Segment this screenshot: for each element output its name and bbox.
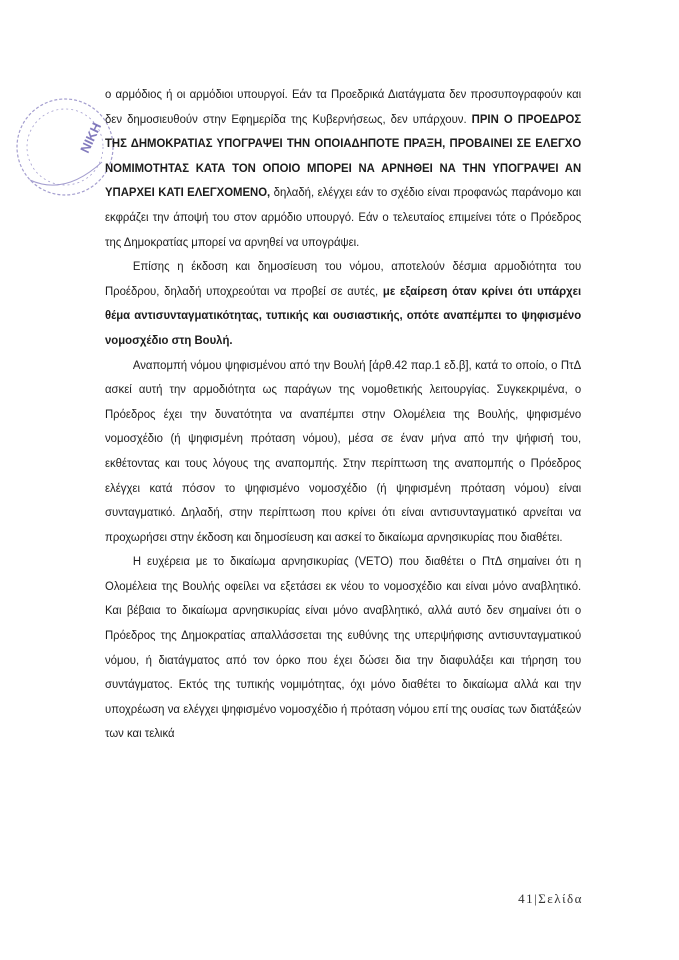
paragraph-1-segment-1: ο αρμόδιος ή οι αρμόδιοι υπουργοί. Εάν τα Προεδρικά Διατάγματα δεν προσυπογραφούν και δεν δημοσιευθούν στην Εφημερίδα της Κυβερνήσεως, δεν υπάρχουν.: [105, 87, 582, 126]
paragraph-1: [105, 82, 581, 254]
paragraph-3-segment-1: Αναπομπή νόμου ψηφισμένου από την Βουλή [άρθ.42 παρ.1 εδ.β], κατά το οποίο, ο ΠτΔ ασκεί αυτή την αρμοδιότητα ως παράγων της νομοθετικής λειτουργίας. Συγκεκριμένα, ο Πρόεδρος έχει την δυνατότητα να αναπέμπει στην Ολομέλεια της Βουλής, ψηφισμένο νομοσχέδιο (ή ψηφισμένη πρόταση νόμου), μέσα σε έναν μήνα από την ψήφισή του, εκθέτοντας και τους λόγους της αναπομπής. Στην περίπτωση της αναπομπής ο Πρόεδρος ελέγχει κατά πόσον το ψηφισμένο νομοσχέδιο (ή ψηφισμένη πρόταση νόμου) είναι συνταγματικό. Δηλαδή, στην περίπτωση που κρίνει ότι είναι αντισυνταγματικό αρνείται να προχωρήσει στην έκδοση και δημοσίευση και ασκεί το δικαίωμα αρνησικυρίας που διαθέτει.: [105, 357, 582, 544]
paragraph-1-segment-3: δηλαδή, ελέγχει εάν το σχέδιο είναι προφανώς παράνομο και εκφράζει την άποψή του στον αρμόδιο υπουργό. Εάν ο τελευταίος επιμείνει τότε ο Πρόεδρος της Δημοκρατίας μπορεί να αρνηθεί να υπογράψει.: [105, 185, 582, 249]
page-footer: [518, 891, 583, 907]
svg-text:ΝΙΚΗ: ΝΙΚΗ: [77, 120, 105, 156]
paragraph-4-segment-1: Η ευχέρεια με το δικαίωμα αρνησικυρίας (VETO) που διαθέτει ο ΠτΔ σημαίνει ότι η Ολομέλεια της Βουλής οφείλει να εξετάσει εκ νέου το νομοσχέδιο και είναι μόνο αναβλητικό. Και βέβαια το δικαίωμα αρνησικυρίας είναι μόνο αναβλητικό, αλλά αυτό δεν σημαίνει ότι ο Πρόεδρος της Δημοκρατίας απαλλάσσεται της ευθύνης της υπερψήφισης αντισυνταγματικού νόμου, ή διατάγματος από τον όρκο που έχει δώσει δια την διαφυλάξει και τήρηση του συντάγματος. Εκτός της τυπικής νομιμότητας, όχι μόνο διαθέτει το δικαίωμα αλλά και την υποχρέωση να ελέγχει ψηφισμένο νομοσχέδιο ή πρόταση νόμου επί της ουσίας των διατάξεών των και τελικά: [105, 554, 582, 741]
page-label: Σελίδα: [538, 891, 583, 906]
paragraph-3: [105, 353, 581, 550]
paragraph-2-segment-1: Επίσης η έκδοση και δημοσίευση του νόμου, αποτελούν δέσμια αρμοδιότητα του Προέδρου, δηλαδή υποχρεούται να προβεί σε αυτές,: [105, 259, 582, 298]
page-number: 41: [518, 891, 535, 906]
paragraph-4: [105, 549, 581, 746]
stamp-seal: [10, 92, 120, 202]
paragraph-1-segment-2: ΠΡΙΝ Ο ΠΡΟΕΔΡΟΣ ΤΗΣ ΔΗΜΟΚΡΑΤΙΑΣ ΥΠΟΓΡΑΨΕΙ ΤΗΝ ΟΠΟΙΑΔΗΠΟΤΕ ΠΡΑΞΗ, ΠΡΟΒΑΙΝΕΙ ΣΕ ΕΛΕΓΧΟ ΝΟΜΙΜΟΤΗΤΑΣ ΚΑΤΑ ΤΟΝ ΟΠΟΙΟ ΜΠΟΡΕΙ ΝΑ ΑΡΝΗΘΕΙ ΝΑ ΤΗΝ ΥΠΟΓΡΑΨΕΙ ΑΝ ΥΠΑΡΧΕΙ ΚΑΤΙ ΕΛΕΓΧΟΜΕΝΟ,: [105, 111, 582, 200]
footer-separator: |: [534, 891, 539, 906]
paragraph-2: [105, 254, 581, 352]
body-text: [105, 82, 581, 746]
paragraph-2-segment-2: με εξαίρεση όταν κρίνει ότι υπάρχει θέμα αντισυνταγματικότητας, τυπικής και ουσιαστικής, οπότε αναπέμπει το ψηφισμένο νομοσχέδιο στη Βουλή.: [105, 283, 582, 347]
